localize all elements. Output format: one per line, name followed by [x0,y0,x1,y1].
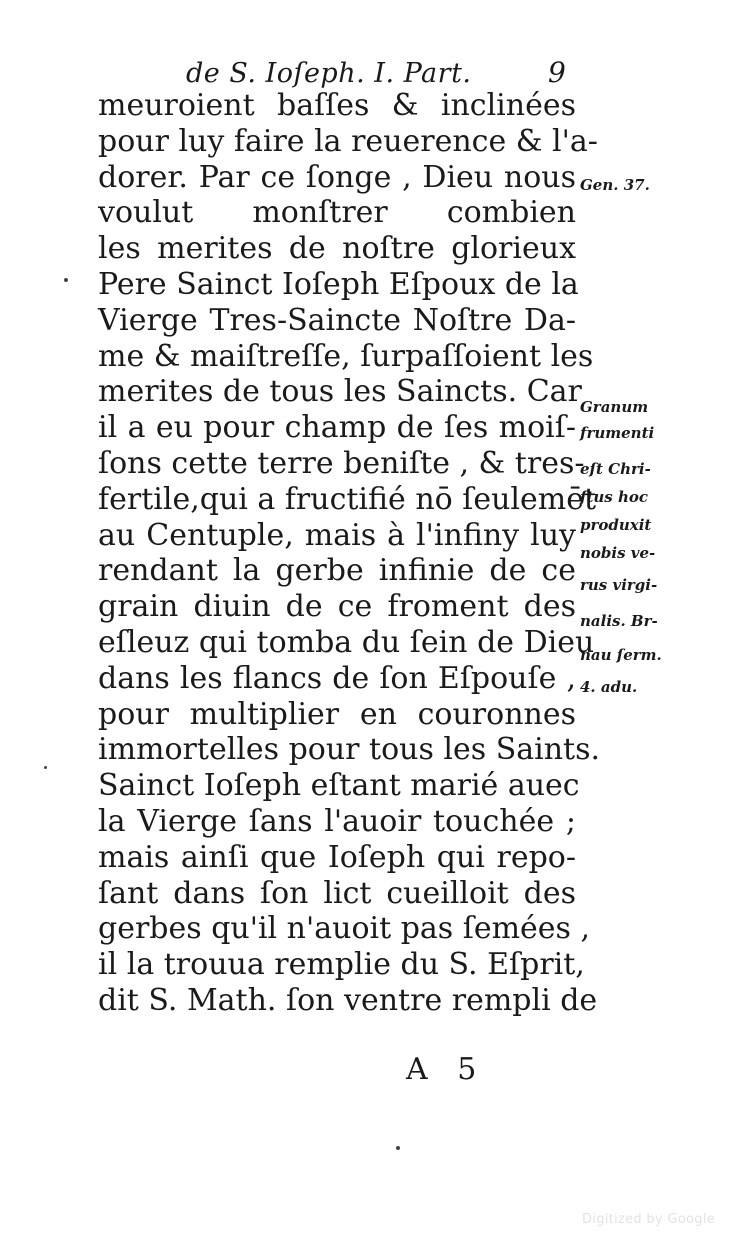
text-line: au Centuple, mais à l'infiny luy [98,517,576,553]
margin-note: nobis ve- [580,544,656,562]
margin-note: 4. adu. [580,678,638,696]
margin-note: rus virgi- [580,576,658,594]
text-line: pour luy faire la reuerence & l'a- [98,123,598,159]
margin-note: nau ſerm. [580,646,662,664]
text-line: gerbes qu'il n'auoit pas ſemées , [98,911,591,947]
signature-mark: A 5 [406,1052,487,1087]
margin-note: Granum [580,398,649,416]
text-line: Pere Sainct Ioſeph Eſpoux de la [98,266,579,302]
text-line: Vierge Tres-Saincte Noſtre Da- [98,302,576,338]
margin-note: frumenti [580,424,655,442]
text-line: merites de tous les Saincts. Car [98,374,582,410]
text-line: pour multiplier en couronnes [98,696,576,732]
text-line: mais ainſi que Ioſeph qui repo- [98,839,576,875]
ink-speck [44,766,47,769]
margin-note: eſt Chri- [580,460,651,478]
watermark: Digitized by Google [582,1212,716,1227]
text-line: dorer. Par ce ſonge , Dieu nous [98,159,576,195]
text-line: rendant la gerbe infinie de ce [98,553,576,589]
text-line: meuroient baſſes & inclinées [98,88,576,123]
margin-note-citation: Gen. 37. [580,176,650,194]
page-number: 9 [548,56,566,89]
text-line: grain diuin de ce froment des [98,589,576,625]
text-line: me & maiſtreſſe, ſurpaſſoient les [98,338,594,374]
text-line: la Vierge ſans l'auoir touchée ; [98,803,576,839]
text-line: voulut monſtrer combien [98,195,576,231]
body-text [98,88,601,1019]
margin-note: ſtus hoc [580,488,648,506]
text-line: dit S. Math. ſon ventre rempli de [98,982,598,1018]
margin-note: nalis. Br- [580,612,658,630]
running-head: de S. Ioſeph. I. Part. [186,58,472,89]
ink-speck [396,1146,400,1150]
text-line: ſant dans ſon lict cueilloit des [98,875,576,911]
text-line: eſleuz qui tomba du ſein de Dieu [98,624,595,660]
text-line: fertile,qui a fructifié nō ſeulemēt [98,481,597,517]
text-line: il a eu pour champ de ſes moiſ- [98,410,576,446]
margin-note: produxit [580,516,652,534]
text-line: dans les flancs de ſon Eſpouſe , [98,660,576,696]
text-line: les merites de noſtre glorieux [98,231,576,267]
text-line: Sainct Ioſeph eſtant marié auec [98,768,580,804]
ink-speck [64,278,68,282]
text-line: il la trouua remplie du S. Eſprit, [98,947,585,983]
text-line: ſons cette terre beniſte , & tres- [98,445,585,481]
text-line: immortelles pour tous les Saints. [98,732,601,768]
